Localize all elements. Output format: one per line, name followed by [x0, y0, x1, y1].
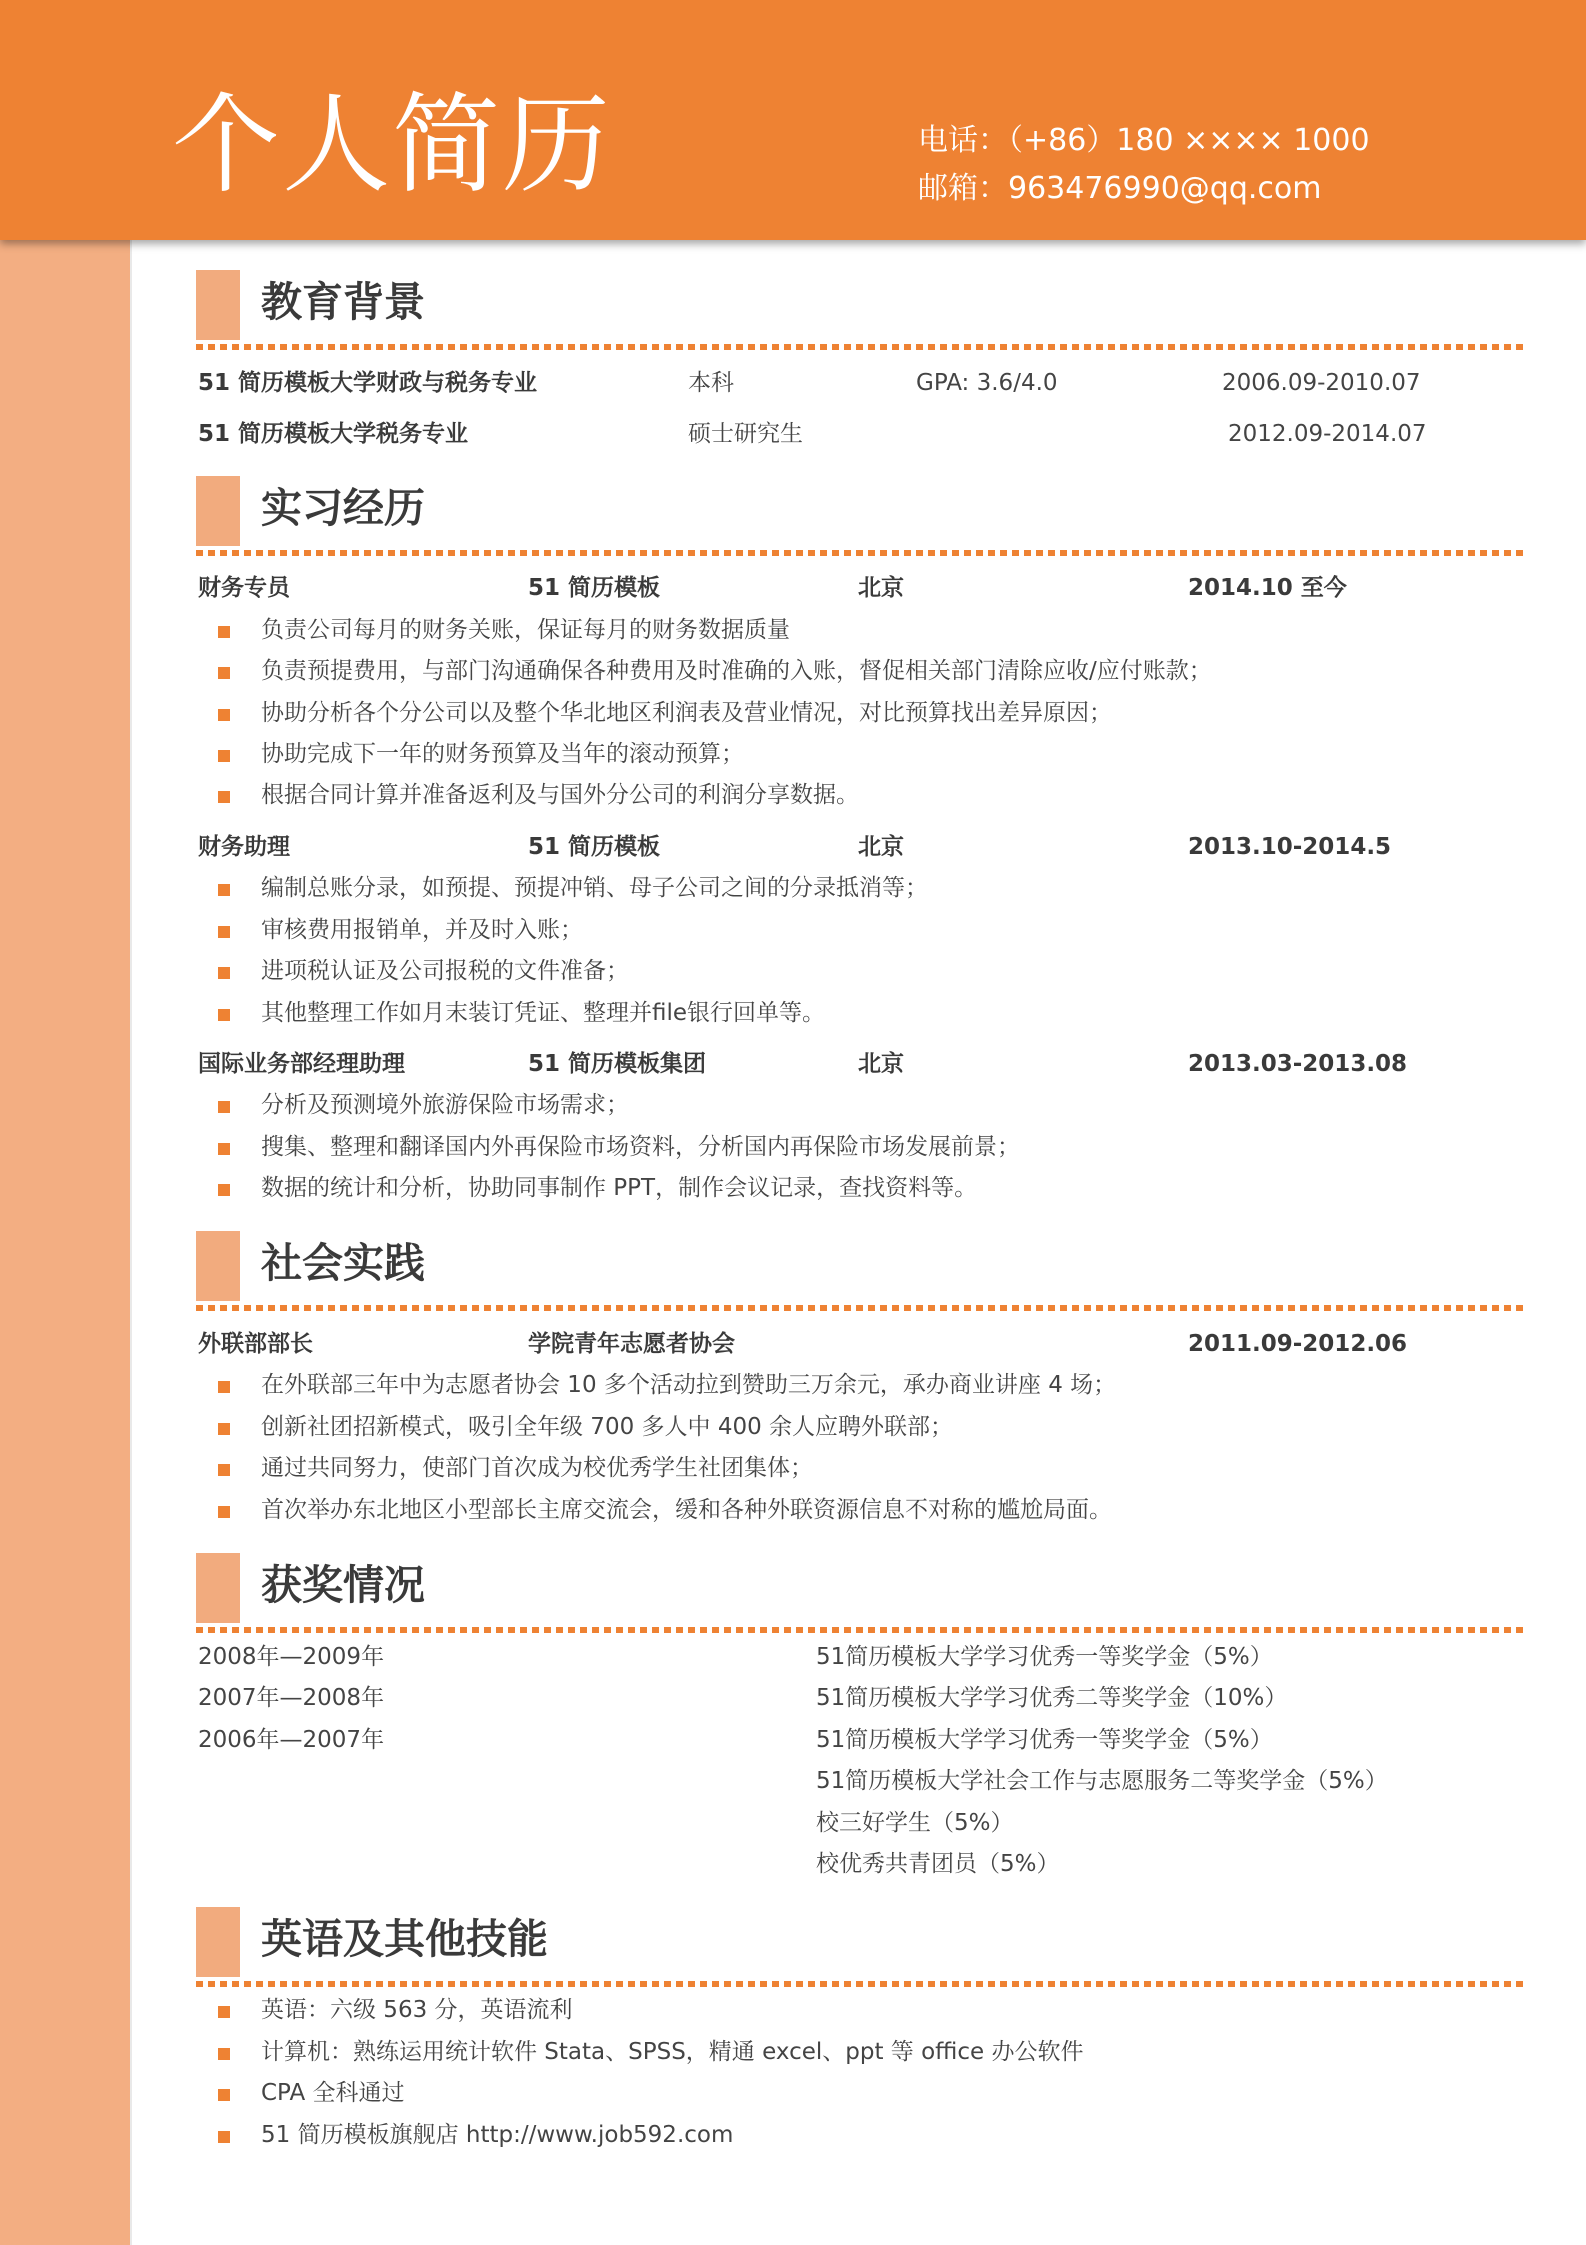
list-item: 审核费用报销单，并及时入账；: [198, 914, 583, 946]
bullet-icon: [218, 2006, 230, 2018]
edu-period-2: 2012.09-2014.07: [1228, 421, 1427, 447]
list-item: 根据合同计算并准备返利及与国外分公司的利润分享数据。: [198, 779, 859, 811]
bullet-icon: [218, 1381, 230, 1393]
bullet-icon: [218, 884, 230, 896]
job-title-1: 财务专员: [198, 575, 290, 601]
job-city-2: 北京: [858, 834, 904, 860]
list-item: 搜集、整理和翻译国内外再保险市场资料，分析国内再保险市场发展前景；: [198, 1131, 1020, 1163]
award-item: 51简历模板大学社会工作与志愿服务二等奖学金（5%）: [816, 1768, 1388, 1794]
phone-text: 电话：（+86）180 ×××× 1000: [918, 123, 1370, 158]
list-item: 其他整理工作如月末装订凭证、整理并file银行回单等。: [198, 997, 825, 1029]
edu-degree-2: 硕士研究生: [688, 421, 803, 447]
job-company-2: 51 简历模板: [528, 834, 661, 860]
list-item: 首次举办东北地区小型部长主席交流会，缓和各种外联资源信息不对称的尴尬局面。: [198, 1494, 1112, 1526]
award-item: 51简历模板大学学习优秀一等奖学金（5%）: [816, 1644, 1273, 1670]
bullet-icon: [218, 1464, 230, 1476]
email-text: 邮箱：963476990@qq.com: [918, 171, 1322, 206]
bullet-icon: [218, 1143, 230, 1155]
award-item: 51简历模板大学学习优秀二等奖学金（10%）: [816, 1685, 1288, 1711]
list-item: 协助分析各个分公司以及整个华北地区利润表及营业情况，对比预算找出差异原因；: [198, 697, 1112, 729]
sidebar-divider: [130, 240, 132, 2245]
social-period: 2011.09-2012.06: [1188, 1331, 1408, 1357]
bullet-icon: [218, 926, 230, 938]
job-company-3: 51 简历模板集团: [528, 1051, 707, 1077]
list-item: 负责预提费用，与部门沟通确保各种费用及时准确的入账，督促相关部门清除应收/应付账款；: [198, 655, 1212, 687]
list-item: 通过共同努力，使部门首次成为校优秀学生社团集体；: [198, 1452, 813, 1484]
bullet-icon: [218, 1009, 230, 1021]
bullet-icon: [218, 1101, 230, 1113]
left-sidebar-band: [0, 240, 130, 2245]
list-item: CPA 全科通过: [198, 2077, 405, 2109]
list-item: 计算机：熟练运用统计软件 Stata、SPSS，精通 excel、ppt 等 office 办公软件: [198, 2036, 1084, 2068]
edu-school-1: 51 简历模板大学财政与税务专业: [198, 370, 538, 396]
list-item: 英语：六级 563 分，英语流利: [198, 1994, 573, 2026]
list-item: 在外联部三年中为志愿者协会 10 多个活动拉到赞助三万余元，承办商业讲座 4 场；: [198, 1369, 1116, 1401]
bullet-icon: [218, 709, 230, 721]
dotted-divider: [196, 1981, 1528, 1987]
job-company-1: 51 简历模板: [528, 575, 661, 601]
section-marker: [196, 270, 240, 340]
dotted-divider: [196, 1305, 1528, 1311]
social-role: 外联部部长: [198, 1331, 313, 1357]
job-period-2: 2013.10-2014.5: [1188, 834, 1392, 860]
edu-degree-1: 本科: [688, 370, 734, 396]
section-marker: [196, 1553, 240, 1623]
award-item: 51简历模板大学学习优秀一等奖学金（5%）: [816, 1727, 1273, 1753]
section-marker: [196, 476, 240, 546]
section-title: 教育背景: [261, 278, 425, 326]
job-title-3: 国际业务部经理助理: [198, 1051, 405, 1077]
section-marker: [196, 1231, 240, 1301]
bullet-icon: [218, 2048, 230, 2060]
list-item: 51 简历模板旗舰店 http://www.job592.com: [198, 2119, 733, 2151]
dotted-divider: [196, 1627, 1528, 1633]
bullet-icon: [218, 967, 230, 979]
bullet-icon: [218, 2089, 230, 2101]
job-period-1: 2014.10 至今: [1188, 575, 1347, 601]
resume-title: 个人简历: [172, 83, 613, 208]
edu-gpa-1: GPA: 3.6/4.0: [916, 370, 1058, 396]
section-title: 英语及其他技能: [261, 1915, 548, 1963]
bullet-icon: [218, 1184, 230, 1196]
section-title: 实习经历: [261, 484, 425, 532]
list-item: 编制总账分录，如预提、预提冲销、母子公司之间的分录抵消等；: [198, 872, 928, 904]
bullet-icon: [218, 626, 230, 638]
award-year: 2008年—2009年: [198, 1644, 385, 1670]
award-year: 2007年—2008年: [198, 1685, 385, 1711]
list-item: 协助完成下一年的财务预算及当年的滚动预算；: [198, 738, 744, 770]
job-title-2: 财务助理: [198, 834, 290, 860]
social-org: 学院青年志愿者协会: [528, 1331, 735, 1357]
bullet-icon: [218, 667, 230, 679]
award-item: 校优秀共青团员（5%）: [816, 1851, 1060, 1877]
section-marker: [196, 1907, 240, 1977]
award-year: 2006年—2007年: [198, 1727, 385, 1753]
dotted-divider: [196, 344, 1528, 350]
list-item: 分析及预测境外旅游保险市场需求；: [198, 1089, 629, 1121]
award-item: 校三好学生（5%）: [816, 1810, 1014, 1836]
list-item: 数据的统计和分析，协助同事制作 PPT，制作会议记录，查找资料等。: [198, 1172, 977, 1204]
bullet-icon: [218, 2131, 230, 2143]
list-item: 进项税认证及公司报税的文件准备；: [198, 955, 629, 987]
job-city-1: 北京: [858, 575, 904, 601]
list-item: 创新社团招新模式，吸引全年级 700 多人中 400 余人应聘外联部；: [198, 1411, 953, 1443]
list-item: 负责公司每月的财务关账，保证每月的财务数据质量: [198, 614, 790, 646]
edu-school-2: 51 简历模板大学税务专业: [198, 421, 469, 447]
section-title: 获奖情况: [261, 1561, 425, 1609]
dotted-divider: [196, 550, 1528, 556]
edu-period-1: 2006.09-2010.07: [1222, 370, 1421, 396]
bullet-icon: [218, 791, 230, 803]
job-period-3: 2013.03-2013.08: [1188, 1051, 1408, 1077]
section-title: 社会实践: [261, 1239, 425, 1287]
bullet-icon: [218, 1506, 230, 1518]
bullet-icon: [218, 750, 230, 762]
header-banner: [0, 0, 1586, 240]
bullet-icon: [218, 1423, 230, 1435]
job-city-3: 北京: [858, 1051, 904, 1077]
